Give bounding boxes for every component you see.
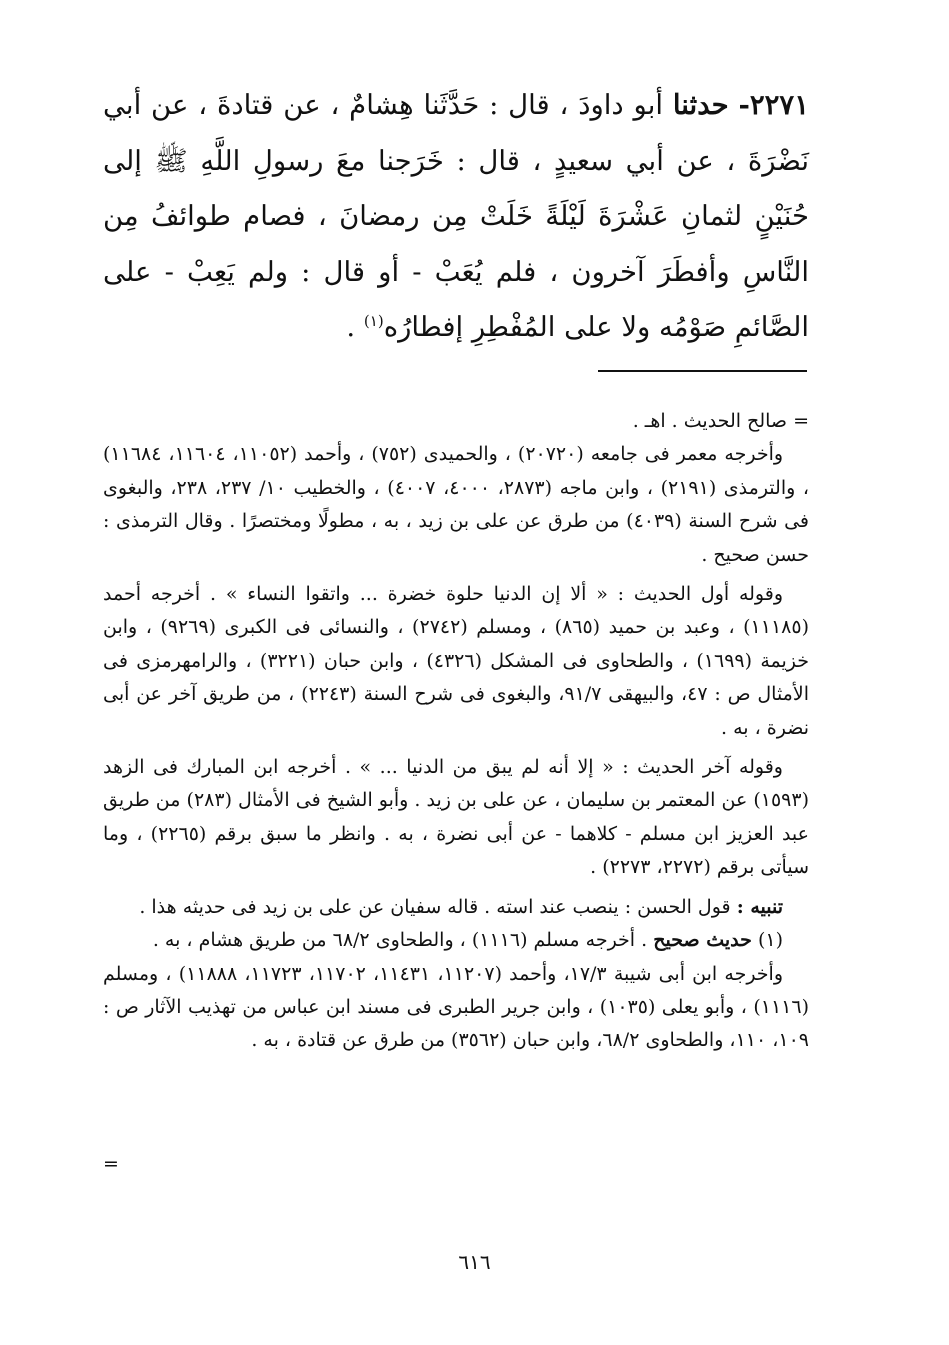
hadith-number: ٢٢٧١- [738,89,809,121]
page-number: ٦١٦ [458,1250,491,1274]
note-continuation: = صالح الحديث . اهـ . [632,410,809,432]
hadith-intro: حدثنا [672,89,729,121]
continues-mark: = [103,1153,119,1175]
footnote-1 [103,924,809,957]
note-tanbih [103,891,809,924]
footnote-1-text: . أخرجه مسلم (١١١٦) ، والطحاوى ٦٨/٢ من طريق هشام ، به . [152,929,648,952]
hadith-end: . [346,311,356,343]
tanbih-label: تنبيه : [736,895,783,918]
footnote-1-label: حديث صحيح [653,929,752,952]
footnotes [103,405,809,1058]
note-para-1: وأخرجه معمر فى جامعه (٢٠٧٢٠) ، والحميدى (٧٥٢) ، وأحمد (١١٠٥٢، ١١٦٠٤، ١١٦٨٤) ، والترمذى (٢١٩١) ، وابن ماجه (٢٨٧٣، ٤٠٠٠، ٤٠٠٧) ، والخطيب ١٠/ ٢٣٧، ٢٣٨، والبغوى فى شرح السنة (٤٠٣٩) من طرق عن على بن زيد ، به ، مطولًا ومختصرًا . وقال الترمذى : حسن صحيح . [103,443,809,566]
hadith-text: أبو داودَ ، قال : حَدَّثَنا هِشامٌ ، عن قتادةَ ، عن أبي نَضْرَةَ ، عن أبي سعيدٍ ، قال : خَرَجنا معَ رسولِ اللَّهِ ﷺ إلى حُنَيْنٍ لثمانِ عَشْرَةَ لَيْلَةً خَلَتْ مِن رمضانَ ، فصام طوائفُ مِن النَّاسِ وأفطَرَ آخرون ، فلم يُعَبْ - أو قال : ولم يَعِبْ - على الصَّائمِ صَوْمُه ولا على المُفْطِرِ إفطارُه [103,89,809,343]
footnote-marker: (١) [363,311,384,330]
hadith-paragraph [103,78,809,356]
tanbih-text: قول الحسن : ينصب عند استه . قاله سفيان عن على بن زيد فى حديثه هذا . [139,895,731,918]
hadith-block [103,78,809,356]
footnote-1-marker: (١) [757,929,783,952]
footnote-divider [598,370,807,372]
note-para-3: وقوله آخر الحديث : « إلا أنه لم يبق من الدنيا ... » . أخرجه ابن المبارك فى الزهد (١٥٩٣) عن المعتمر بن سليمان ، عن على بن زيد . وأبو الشيخ فى الأمثال (٢٨٣) من طريق عبد العزيز ابن مسلم - كلاهما - عن أبى نضرة ، به . وانظر ما سبق برقم (٢٢٦٥) ، وما سيأتى برقم (٢٢٧٢، ٢٢٧٣) . [103,756,810,879]
note-para-2: وقوله أول الحديث : « ألا إن الدنيا حلوة خضرة ... واتقوا النساء » . أخرجه أحمد (١١١٨٥) ، وعبد بن حميد (٨٦٥) ، ومسلم (٢٧٤٢) ، والنسائى فى الكبرى (٩٢٦٩) ، وابن خزيمة (١٦٩٩) ، والطحاوى فى المشكل (٤٣٢٦) ، وابن حبان (٣٢٢١) ، والرامهرمزى فى الأمثال ص : ٤٧، والبيهقى ٩١/٧، والبغوى فى شرح السنة (٢٢٤٣) ، من طريق آخر عن أبى نضرة ، به . [103,583,810,739]
note-para-4: وأخرجه ابن أبى شيبة ١٧/٣، وأحمد (١١٢٠٧، ١١٤٣١، ١١٧٠٢، ١١٧٢٣، ١١٨٨٨) ، ومسلم (١١١٦) ، وأبو يعلى (١٠٣٥) ، وابن جرير الطبرى فى مسند ابن عباس من تهذيب الآثار ص : ١٠٩، ١١٠، والطحاوى ٦٨/٢، وابن حبان (٣٥٦٢) من طرق عن قتادة ، به . [103,962,809,1052]
